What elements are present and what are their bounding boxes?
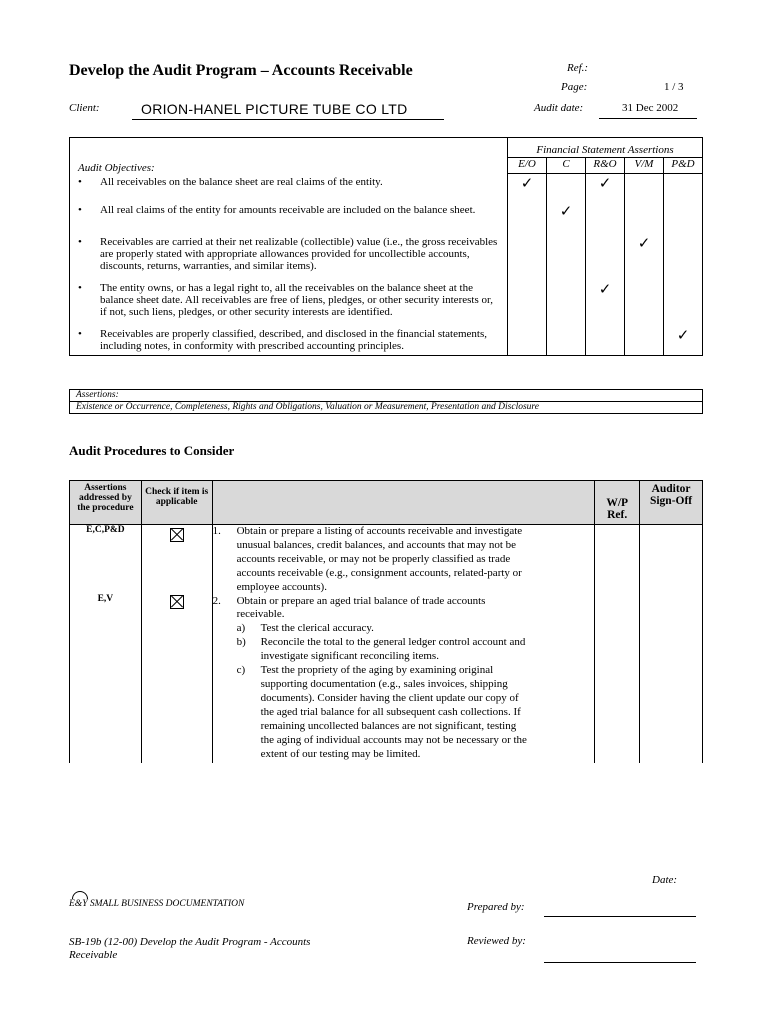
bullet-icon: • <box>78 281 82 294</box>
procedure-step <box>213 525 595 595</box>
item-1-checkbox[interactable] <box>170 528 184 542</box>
objective-text-cell <box>70 280 508 326</box>
assertion-cell-vm <box>625 280 664 326</box>
assertion-cell-c <box>547 326 586 356</box>
col-pd: P&D <box>664 158 703 174</box>
objective-bullet-item <box>78 328 501 352</box>
brand-logo <box>72 891 88 899</box>
check-icon: ✓ <box>598 176 612 192</box>
objective-text-cell <box>70 234 508 280</box>
objective-bullet-item <box>78 204 501 216</box>
audit-date-label: Audit date: <box>534 102 584 114</box>
assertion-cell-pd <box>664 202 703 234</box>
assertions-legend-text: Existence or Occurrence, Completeness, Rights and Obligations, Valuation or Measurement, Presentation and Disclosure <box>76 402 539 412</box>
procedure-step <box>213 595 595 623</box>
form-reference <box>69 936 310 962</box>
objective-text-cell <box>70 326 508 356</box>
assertion-cell-pd <box>664 234 703 280</box>
bullet-icon: • <box>78 175 82 188</box>
objective-bullet-item <box>78 176 501 188</box>
assertion-cell-pd <box>664 326 703 356</box>
signoff-cell[interactable] <box>640 525 703 763</box>
client-name: ORION-HANEL PICTURE TUBE CO LTD <box>141 101 408 117</box>
objective-row <box>70 280 703 326</box>
objectives-label: Audit Objectives: <box>70 158 508 174</box>
substep-letter: c) <box>236 664 246 677</box>
reviewed-by-line[interactable] <box>544 962 696 963</box>
objective-text: The entity owns, or has a legal right to, all the receivables on the balance sheet at the balance sheet date. All receivables are free of liens, pledges, or other security interests or, if not, such liens, pledges, or other security interests are identified. <box>100 281 493 318</box>
assertions-legend <box>69 389 703 414</box>
objective-row <box>70 174 703 202</box>
step-text: Obtain or prepare a listing of accounts receivable and investigate unusual balances, credit balances, and accounts that may not be accounts receivable, or may not be properly classified as trade accounts receivable (e.g., consignment accounts, related-party or employee accounts). <box>236 525 523 593</box>
assertion-cell-eo <box>508 202 547 234</box>
audit-date-value: 31 Dec 2002 <box>622 102 679 114</box>
assertion-cell-eo <box>508 234 547 280</box>
assertion-cell-ro <box>586 234 625 280</box>
procedure-steps <box>212 525 595 763</box>
audit-procedures-table <box>69 480 703 763</box>
page-label: Page: <box>561 81 588 93</box>
assertion-cell-vm <box>625 202 664 234</box>
assertions-cell <box>70 525 142 763</box>
assertion-cell-ro <box>586 326 625 356</box>
form-reference-line1: SB-19b (12-00) Develop the Audit Program - Accounts <box>69 936 311 948</box>
item-2-checkbox[interactable] <box>170 595 184 609</box>
audit-objectives-table <box>69 137 703 356</box>
item-1-assertions: E,C,P&D <box>86 525 125 535</box>
step-number: 2. <box>212 594 221 607</box>
checkbox-cell <box>141 525 212 763</box>
substep-text: Test the propriety of the aging by examining original supporting documentation (e.g., sales invoices, shipping documents). Consider having the client update our copy of the aged trial balance for all subsequent cash collections. If remaining uncollected balances are not significant, testing the aging of individual accounts may not be necessary or the extent of our testing may be limited. <box>260 664 527 760</box>
bullet-icon: • <box>78 235 82 248</box>
assertions-legend-label: Assertions: <box>70 390 702 402</box>
prepared-by-line[interactable] <box>544 916 696 917</box>
bullet-icon: • <box>78 327 82 340</box>
assertion-cell-ro <box>586 174 625 202</box>
assertion-cell-vm <box>625 326 664 356</box>
objective-row <box>70 326 703 356</box>
assertion-cell-vm <box>625 234 664 280</box>
col-check-applicable: Check if item is applicable <box>141 481 212 525</box>
assertion-cell-pd <box>664 280 703 326</box>
col-auditor-signoff: Auditor Sign-Off <box>640 481 703 525</box>
assertions-header: Financial Statement Assertions <box>508 138 703 158</box>
procedure-substep <box>213 636 595 664</box>
check-icon: ✓ <box>676 327 690 344</box>
assertion-cell-c <box>547 280 586 326</box>
col-assertions-addressed: Assertions addressed by the procedure <box>70 481 142 525</box>
audit-date-underline <box>599 118 697 119</box>
check-icon: ✓ <box>559 203 573 220</box>
objective-text: All real claims of the entity for amounts receivable are included on the balance sheet. <box>100 203 476 216</box>
objective-bullet-item <box>78 282 501 318</box>
date-label: Date: <box>652 874 678 886</box>
check-icon: ✓ <box>598 281 612 298</box>
item-2-assertions: E,V <box>97 594 114 604</box>
substep-letter: a) <box>236 622 246 635</box>
reviewed-by-label: Reviewed by: <box>467 935 526 947</box>
prepared-by-label: Prepared by: <box>467 901 525 913</box>
client-label: Client: <box>69 102 100 114</box>
objective-row <box>70 202 703 234</box>
assertion-cell-vm <box>625 174 664 202</box>
form-reference-line2: Receivable <box>69 949 118 961</box>
procedure-substep <box>213 664 595 761</box>
assertion-cell-c <box>547 174 586 202</box>
check-icon: ✓ <box>637 235 651 252</box>
objective-text: Receivables are carried at their net realizable (collectible) value (i.e., the gross receivables are properly stated with appropriate allowances provided for uncollectible accounts, discounts, returns, warranties, and similar items). <box>100 235 498 272</box>
procedures-title: Audit Procedures to Consider <box>69 443 235 458</box>
brand-text: E&Y SMALL BUSINESS DOCUMENTATION <box>69 899 245 909</box>
client-underline <box>132 119 444 120</box>
substep-text: Reconcile the total to the general ledger control account and investigate significant reconciling items. <box>260 636 526 663</box>
document-title: Develop the Audit Program – Accounts Receivable <box>69 62 413 79</box>
col-eo: E/O <box>508 158 547 174</box>
page-number: 1 / 3 <box>664 81 684 93</box>
col-ro: R&O <box>586 158 625 174</box>
bullet-icon: • <box>78 203 82 216</box>
col-wp-ref: W/P Ref. <box>595 481 640 525</box>
assertion-cell-pd <box>664 174 703 202</box>
ref-label: Ref.: <box>567 62 589 74</box>
wp-ref-cell[interactable] <box>595 525 640 763</box>
assertion-cell-ro <box>586 202 625 234</box>
step-number: 1. <box>212 525 221 537</box>
objective-text: Receivables are properly classified, described, and disclosed in the financial statements, including notes, in conformity with prescribed accounting principles. <box>100 327 487 352</box>
procedure-substep <box>213 622 595 636</box>
objective-text-cell <box>70 202 508 234</box>
col-vm: V/M <box>625 158 664 174</box>
objective-text-cell <box>70 174 508 202</box>
col-c: C <box>547 158 586 174</box>
objective-row <box>70 234 703 280</box>
assertion-cell-eo <box>508 174 547 202</box>
substep-text: Test the clerical accuracy. <box>260 622 374 635</box>
objective-text: All receivables on the balance sheet are real claims of the entity. <box>100 175 383 188</box>
col-procedure <box>212 481 595 525</box>
assertion-cell-ro <box>586 280 625 326</box>
assertion-cell-c <box>547 202 586 234</box>
step-text: Obtain or prepare an aged trial balance of trade accounts receivable. <box>236 594 486 621</box>
substep-letter: b) <box>236 636 246 649</box>
objective-bullet-item <box>78 236 501 272</box>
assertion-cell-eo <box>508 326 547 356</box>
assertion-cell-c <box>547 234 586 280</box>
check-icon: ✓ <box>520 176 534 192</box>
assertion-cell-eo <box>508 280 547 326</box>
